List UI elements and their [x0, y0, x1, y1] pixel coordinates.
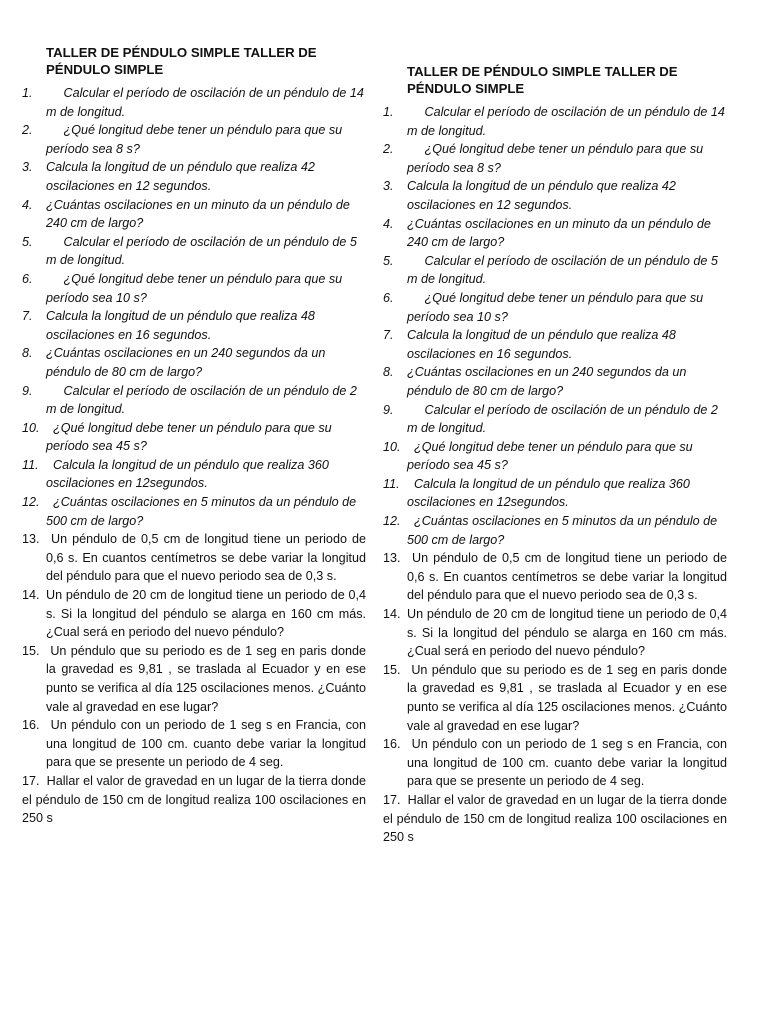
exercise-item	[22, 530, 366, 586]
exercise-number: 2.	[22, 123, 33, 138]
exercise-text: Un péndulo de 20 cm de longitud tiene un periodo de 0,4 s. Si la longitud del péndulo se alarga en 160 cm más. ¿Cual será en periodo del nuevo péndulo?	[407, 607, 727, 659]
exercise-text: Calcula la longitud de un péndulo que realiza 48 oscilaciones en 16 segundos.	[407, 328, 676, 361]
exercise-item	[383, 363, 727, 400]
worksheet-title: TALLER DE PÉNDULO SIMPLE TALLER DE PÉNDULO SIMPLE	[46, 45, 317, 77]
exercise-number: 1.	[383, 105, 394, 119]
exercise-text: Calcula la longitud de un péndulo que realiza 42 oscilaciones en 12 segundos.	[407, 179, 676, 212]
worksheet-column-left	[22, 44, 366, 828]
exercise-number: 12.	[383, 514, 401, 529]
exercise-item	[383, 289, 727, 326]
exercise-text: Calcular el período de oscilación de un péndulo de 5 m de longitud.	[407, 253, 718, 287]
exercise-text: ¿Qué longitud debe tener un péndulo para que su período sea 8 s?	[407, 142, 704, 175]
exercise-text: Calcular el período de oscilación de un péndulo de 2 m de longitud.	[407, 402, 718, 436]
exercise-item	[22, 419, 366, 456]
exercise-number: 16.	[22, 718, 40, 733]
exercise-number: 5.	[383, 253, 394, 268]
exercise-item	[383, 512, 727, 549]
exercise-text: ¿Qué longitud debe tener un péndulo para que su período sea 45 s?	[46, 420, 332, 454]
exercise-number: 10.	[383, 439, 401, 454]
exercise-text: Un péndulo con un periodo de 1 seg s en Francia, con una longitud de 100 cm. cuanto debe variar la longitud para que se presente un periodo de 4 seg.	[407, 737, 727, 789]
exercise-number: 7.	[383, 328, 394, 343]
exercise-text: ¿Cuántas oscilaciones en un minuto da un péndulo de 240 cm de largo?	[46, 197, 350, 231]
exercise-text: Un péndulo de 0,5 cm de longitud tiene un periodo de 0,6 s. En cuantos centímetros se debe variar la longitud del péndulo para que el nuevo periodo sea de 0,3 s.	[46, 532, 366, 584]
exercise-item	[383, 438, 727, 475]
exercise-number: 8.	[383, 365, 394, 380]
exercise-number: 15.	[22, 643, 40, 658]
exercise-text: Calcula la longitud de un péndulo que realiza 48 oscilaciones en 16 segundos.	[46, 309, 315, 342]
exercise-item	[22, 456, 366, 493]
exercise-item-17: 17. Hallar el valor de gravedad en un lugar de la tierra donde el péndulo de 150 cm de longitud realiza 100 oscilaciones en 250 s	[383, 792, 727, 845]
exercise-text: ¿Cuántas oscilaciones en un 240 segundos da un péndulo de 80 cm de largo?	[46, 346, 326, 379]
exercise-number: 10.	[22, 420, 40, 435]
exercise-number: 14.	[383, 607, 401, 622]
exercise-text: ¿Qué longitud debe tener un péndulo para que su período sea 8 s?	[46, 123, 343, 156]
exercise-item	[383, 177, 727, 214]
exercise-number: 11.	[22, 457, 39, 472]
exercise-number: 13.	[22, 532, 40, 547]
exercise-item	[22, 586, 366, 642]
exercise-number: 6.	[383, 290, 394, 305]
exercise-item	[22, 233, 366, 270]
exercise-number: 8.	[22, 346, 33, 361]
exercise-number: 7.	[22, 309, 33, 324]
exercise-number: 1.	[22, 86, 33, 100]
exercise-number: 6.	[22, 271, 33, 286]
exercise-item	[22, 196, 366, 233]
exercise-text: Un péndulo de 20 cm de longitud tiene un periodo de 0,4 s. Si la longitud del péndulo se alarga en 160 cm más. ¿Cual será en periodo del nuevo péndulo?	[46, 588, 366, 640]
exercise-number: 3.	[22, 160, 33, 175]
exercise-number: 16.	[383, 737, 401, 752]
worksheet-title: TALLER DE PÉNDULO SIMPLE TALLER DE PÉNDULO SIMPLE	[407, 64, 678, 96]
exercise-number: 2.	[383, 142, 394, 157]
exercise-text: Calcular el período de oscilación de un péndulo de 2 m de longitud.	[46, 383, 357, 417]
exercise-number: 15.	[383, 662, 401, 677]
exercise-text: Un péndulo de 0,5 cm de longitud tiene un periodo de 0,6 s. En cuantos centímetros se debe variar la longitud del péndulo para que el nuevo periodo sea de 0,3 s.	[407, 551, 727, 603]
exercise-number: 11.	[383, 476, 400, 491]
exercise-item	[22, 382, 366, 419]
exercise-number: 4.	[22, 197, 33, 212]
exercise-item	[383, 140, 727, 177]
exercise-item	[22, 344, 366, 381]
exercise-number: 13.	[383, 551, 401, 566]
exercise-text: Calcular el período de oscilación de un péndulo de 14 m de longitud.	[46, 86, 364, 119]
exercise-item	[383, 475, 727, 512]
exercise-item-17: 17. Hallar el valor de gravedad en un lugar de la tierra donde el péndulo de 150 cm de longitud realiza 100 oscilaciones en 250 s	[22, 773, 366, 826]
exercise-item	[383, 252, 727, 289]
exercise-item	[22, 493, 366, 530]
exercise-item	[383, 215, 727, 252]
exercise-text: Un péndulo con un periodo de 1 seg s en Francia, con una longitud de 100 cm. cuanto debe variar la longitud para que se presente un periodo de 4 seg.	[46, 718, 366, 770]
exercise-text: ¿Cuántas oscilaciones en 5 minutos da un péndulo de 500 cm de largo?	[407, 514, 718, 547]
exercise-number: 14.	[22, 588, 40, 603]
exercise-number: 5.	[22, 234, 33, 249]
exercise-text: Calcular el período de oscilación de un péndulo de 5 m de longitud.	[46, 234, 357, 268]
exercise-item	[22, 642, 366, 716]
exercise-item	[383, 661, 727, 735]
exercise-number: 12.	[22, 495, 40, 510]
exercise-item	[22, 307, 366, 344]
exercise-text: Un péndulo que su periodo es de 1 seg en paris donde la gravedad es 9,81 , se traslada al Ecuador y en ese punto se verifica al día 125 oscilaciones menos. ¿Cuánto vale al gravedad en ese lugar?	[407, 662, 727, 733]
exercise-item	[383, 326, 727, 363]
exercise-number: 9.	[22, 383, 33, 398]
worksheet-column-right	[383, 63, 727, 847]
exercise-item	[22, 716, 366, 772]
exercise-text: ¿Qué longitud debe tener un péndulo para que su período sea 10 s?	[46, 271, 343, 305]
exercise-item	[22, 270, 366, 307]
exercise-item	[383, 735, 727, 791]
exercise-number: 3.	[383, 179, 394, 194]
exercise-number: 4.	[383, 216, 394, 231]
exercise-text: Un péndulo que su periodo es de 1 seg en paris donde la gravedad es 9,81 , se traslada al Ecuador y en ese punto se verifica al día 125 oscilaciones menos. ¿Cuánto vale al gravedad en ese lugar?	[46, 643, 366, 714]
exercise-text: Calcula la longitud de un péndulo que realiza 360 oscilaciones en 12segundos.	[46, 457, 329, 491]
exercise-item	[22, 84, 366, 121]
exercise-text: ¿Cuántas oscilaciones en un 240 segundos da un péndulo de 80 cm de largo?	[407, 365, 687, 398]
exercise-text: ¿Qué longitud debe tener un péndulo para que su período sea 45 s?	[407, 439, 693, 473]
exercise-text: Calcula la longitud de un péndulo que realiza 42 oscilaciones en 12 segundos.	[46, 160, 315, 193]
exercise-item	[22, 158, 366, 195]
exercise-item	[383, 103, 727, 140]
exercise-text: ¿Cuántas oscilaciones en 5 minutos da un péndulo de 500 cm de largo?	[46, 495, 357, 528]
exercise-text: ¿Cuántas oscilaciones en un minuto da un péndulo de 240 cm de largo?	[407, 216, 711, 250]
exercise-text: Calcular el período de oscilación de un péndulo de 14 m de longitud.	[407, 105, 725, 138]
exercise-number: 9.	[383, 402, 394, 417]
exercise-text: ¿Qué longitud debe tener un péndulo para que su período sea 10 s?	[407, 290, 704, 324]
exercise-item	[383, 549, 727, 605]
exercise-item	[22, 121, 366, 158]
exercise-text: Calcula la longitud de un péndulo que realiza 360 oscilaciones en 12segundos.	[407, 476, 690, 510]
exercise-item	[383, 605, 727, 661]
exercise-item	[383, 401, 727, 438]
